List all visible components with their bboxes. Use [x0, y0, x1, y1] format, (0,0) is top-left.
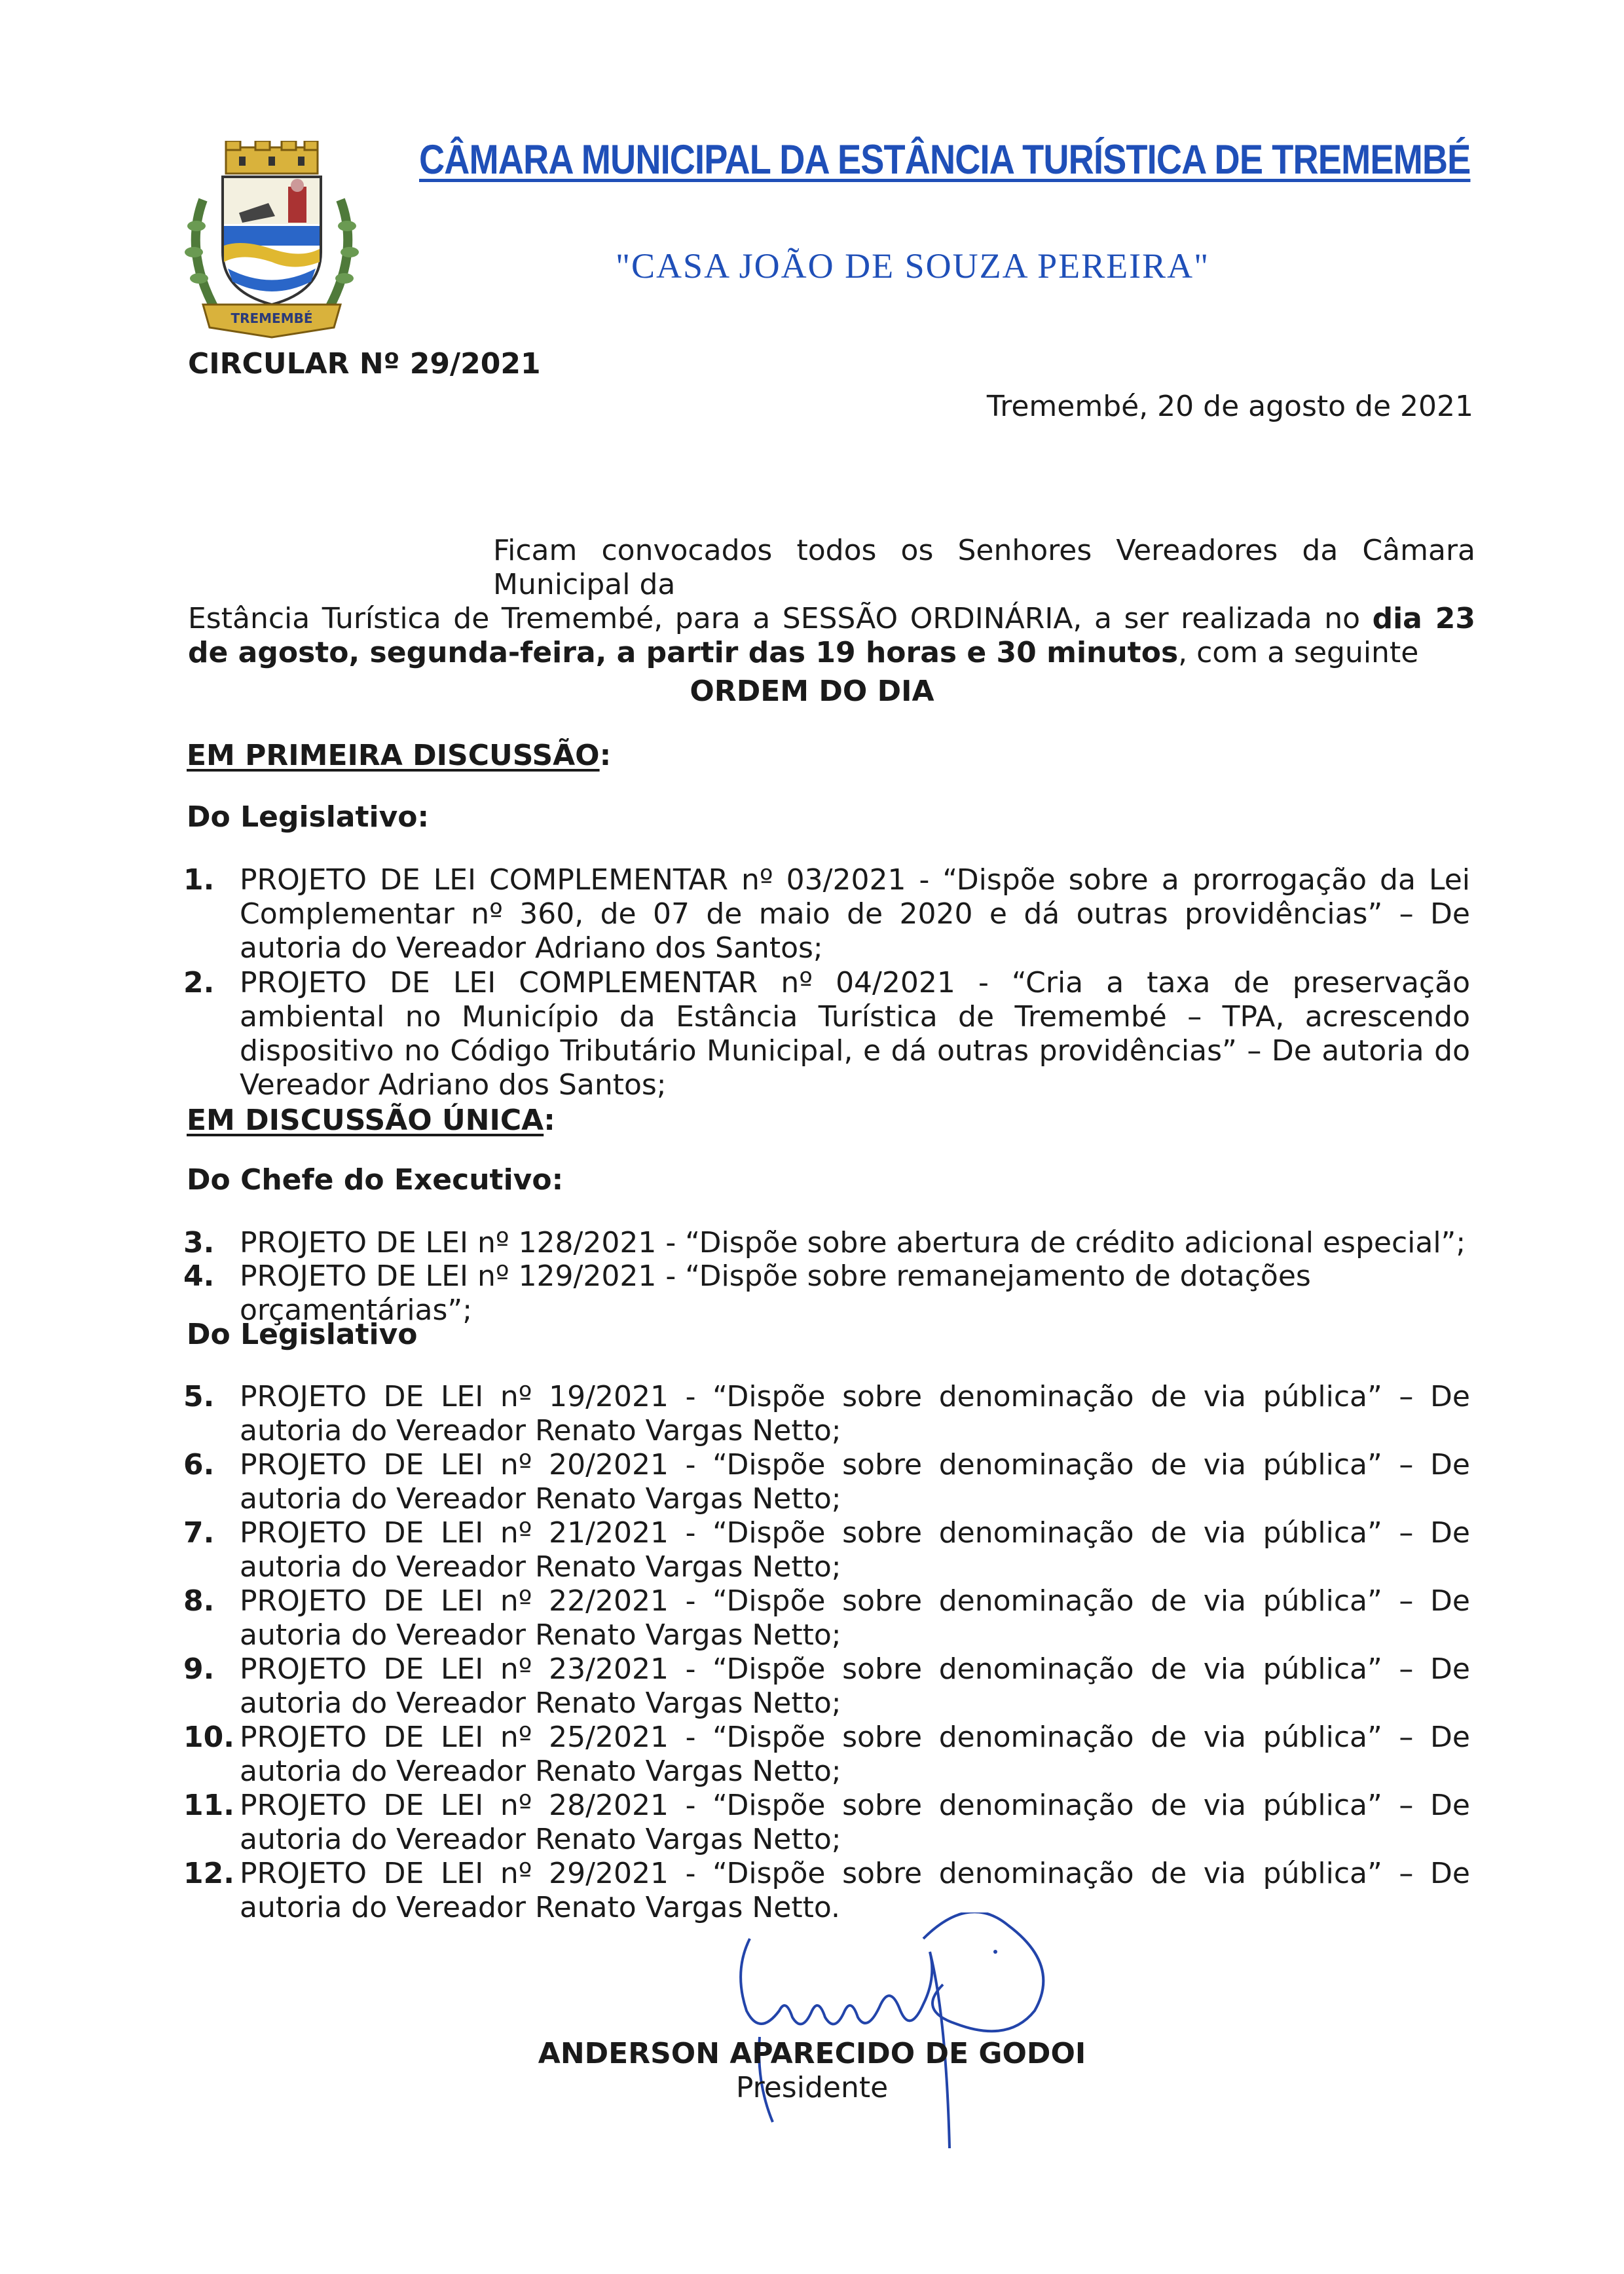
item-text: PROJETO DE LEI nº 21/2021 - “Dispõe sobre denominação de via pública” – De autoria do Vereador Renato Vargas Netto;	[240, 1516, 1470, 1584]
agenda-item	[183, 1226, 1470, 1260]
single-discussion-colon: :	[544, 1104, 555, 1137]
agenda-item	[183, 1652, 1470, 1721]
order-of-day-title: ORDEM DO DIA	[690, 675, 934, 708]
item-number: 5.	[183, 1380, 215, 1413]
item-text: PROJETO DE LEI nº 129/2021 - “Dispõe sobre remanejamento de dotações orçamentárias”;	[240, 1259, 1311, 1327]
item-number: 4.	[183, 1259, 215, 1293]
item-number: 9.	[183, 1652, 215, 1686]
agenda-item	[183, 863, 1470, 965]
item-text: PROJETO DE LEI COMPLEMENTAR nº 03/2021 - “Dispõe sobre a prorrogação da Lei Complementar nº 360, de 07 de maio de 2020 e dá outras providências” – De autoria do Vereador Adriano dos Santos;	[240, 863, 1470, 965]
convocation-text: Estância Turística de Tremembé, para a SESSÃO ORDINÁRIA, a ser realizada no	[188, 602, 1373, 635]
signatory-name: ANDERSON APARECIDO DE GODOI	[538, 2037, 1086, 2070]
single-discussion-label: EM DISCUSSÃO ÚNICA	[187, 1104, 544, 1137]
single-discussion-heading	[187, 1104, 555, 1137]
first-discussion-label: EM PRIMEIRA DISCUSSÃO	[187, 739, 600, 772]
item-number: 3.	[183, 1226, 215, 1259]
crest-ribbon-text: TREMEMBÉ	[231, 310, 313, 326]
agenda-item	[183, 966, 1470, 1102]
agenda-item	[183, 1721, 1470, 1789]
agenda-item	[183, 1584, 1470, 1652]
item-text: PROJETO DE LEI nº 25/2021 - “Dispõe sobre denominação de via pública” – De autoria do Vereador Renato Vargas Netto;	[240, 1721, 1470, 1788]
agenda-item	[183, 1516, 1470, 1584]
chamber-name-heading: CÂMARA MUNICIPAL DA ESTÂNCIA TURÍSTICA DE TREMEMBÉ	[419, 137, 1471, 183]
convocation-ending: , com a seguinte	[1178, 636, 1419, 669]
item-text: PROJETO DE LEI nº 128/2021 - “Dispõe sobre abertura de crédito adicional especial”;	[240, 1226, 1466, 1259]
agenda-item	[183, 1380, 1470, 1448]
agenda-item	[183, 1448, 1470, 1516]
item-text: PROJETO DE LEI nº 19/2021 - “Dispõe sobre denominação de via pública” – De autoria do Vereador Renato Vargas Netto;	[240, 1380, 1470, 1447]
item-number: 10.	[183, 1721, 234, 1754]
item-number: 12.	[183, 1857, 234, 1890]
item-number: 1.	[183, 863, 215, 897]
convocation-line-1: Ficam convocados todos os Senhores Vereadores da Câmara Municipal da	[493, 534, 1475, 601]
item-number: 6.	[183, 1448, 215, 1482]
item-text: PROJETO DE LEI COMPLEMENTAR nº 04/2021 - “Cria a taxa de preservação ambiental no Município da Estância Turística de Tremembé – TPA, acrescendo dispositivo no Código Tributário Municipal, e dá outras providências” – De autoria do Vereador Adriano dos Santos;	[240, 966, 1470, 1102]
session-datetime: dia 23 de agosto, segunda-feira, a partir das 19 horas e 30 minutos	[188, 602, 1475, 669]
first-discussion-heading	[187, 739, 611, 772]
item-text: PROJETO DE LEI nº 22/2021 - “Dispõe sobre denominação de via pública” – De autoria do Vereador Renato Vargas Netto;	[240, 1584, 1470, 1652]
legislative-subheading-2: Do Legislativo	[187, 1318, 418, 1351]
item-number: 7.	[183, 1516, 215, 1550]
item-number: 2.	[183, 966, 215, 999]
item-text: PROJETO DE LEI nº 20/2021 - “Dispõe sobre denominação de via pública” – De autoria do Vereador Renato Vargas Netto;	[240, 1448, 1470, 1516]
house-name-subtitle: "CASA JOÃO DE SOUZA PEREIRA"	[616, 246, 1210, 286]
item-number: 8.	[183, 1584, 215, 1618]
handwritten-signature	[720, 1912, 1113, 2148]
document-date: Tremembé, 20 de agosto de 2021	[986, 390, 1473, 423]
signatory-role: Presidente	[735, 2071, 889, 2104]
item-text: PROJETO DE LEI nº 28/2021 - “Dispõe sobre denominação de via pública” – De autoria do Vereador Renato Vargas Netto;	[240, 1789, 1470, 1856]
convocation-body	[188, 602, 1475, 670]
item-number: 11.	[183, 1789, 234, 1822]
municipal-crest-logo	[177, 141, 367, 350]
legislative-subheading-1: Do Legislativo:	[187, 800, 430, 834]
circular-number: CIRCULAR Nº 29/2021	[188, 347, 541, 381]
executive-subheading: Do Chefe do Executivo:	[187, 1163, 564, 1197]
convocation-paragraph	[188, 534, 1475, 670]
item-text: PROJETO DE LEI nº 29/2021 - “Dispõe sobre denominação de via pública” – De autoria do Vereador Renato Vargas Netto.	[240, 1857, 1470, 1924]
agenda-item	[183, 1789, 1470, 1857]
first-discussion-colon: :	[599, 739, 612, 772]
item-text: PROJETO DE LEI nº 23/2021 - “Dispõe sobre denominação de via pública” – De autoria do Vereador Renato Vargas Netto;	[240, 1652, 1470, 1720]
